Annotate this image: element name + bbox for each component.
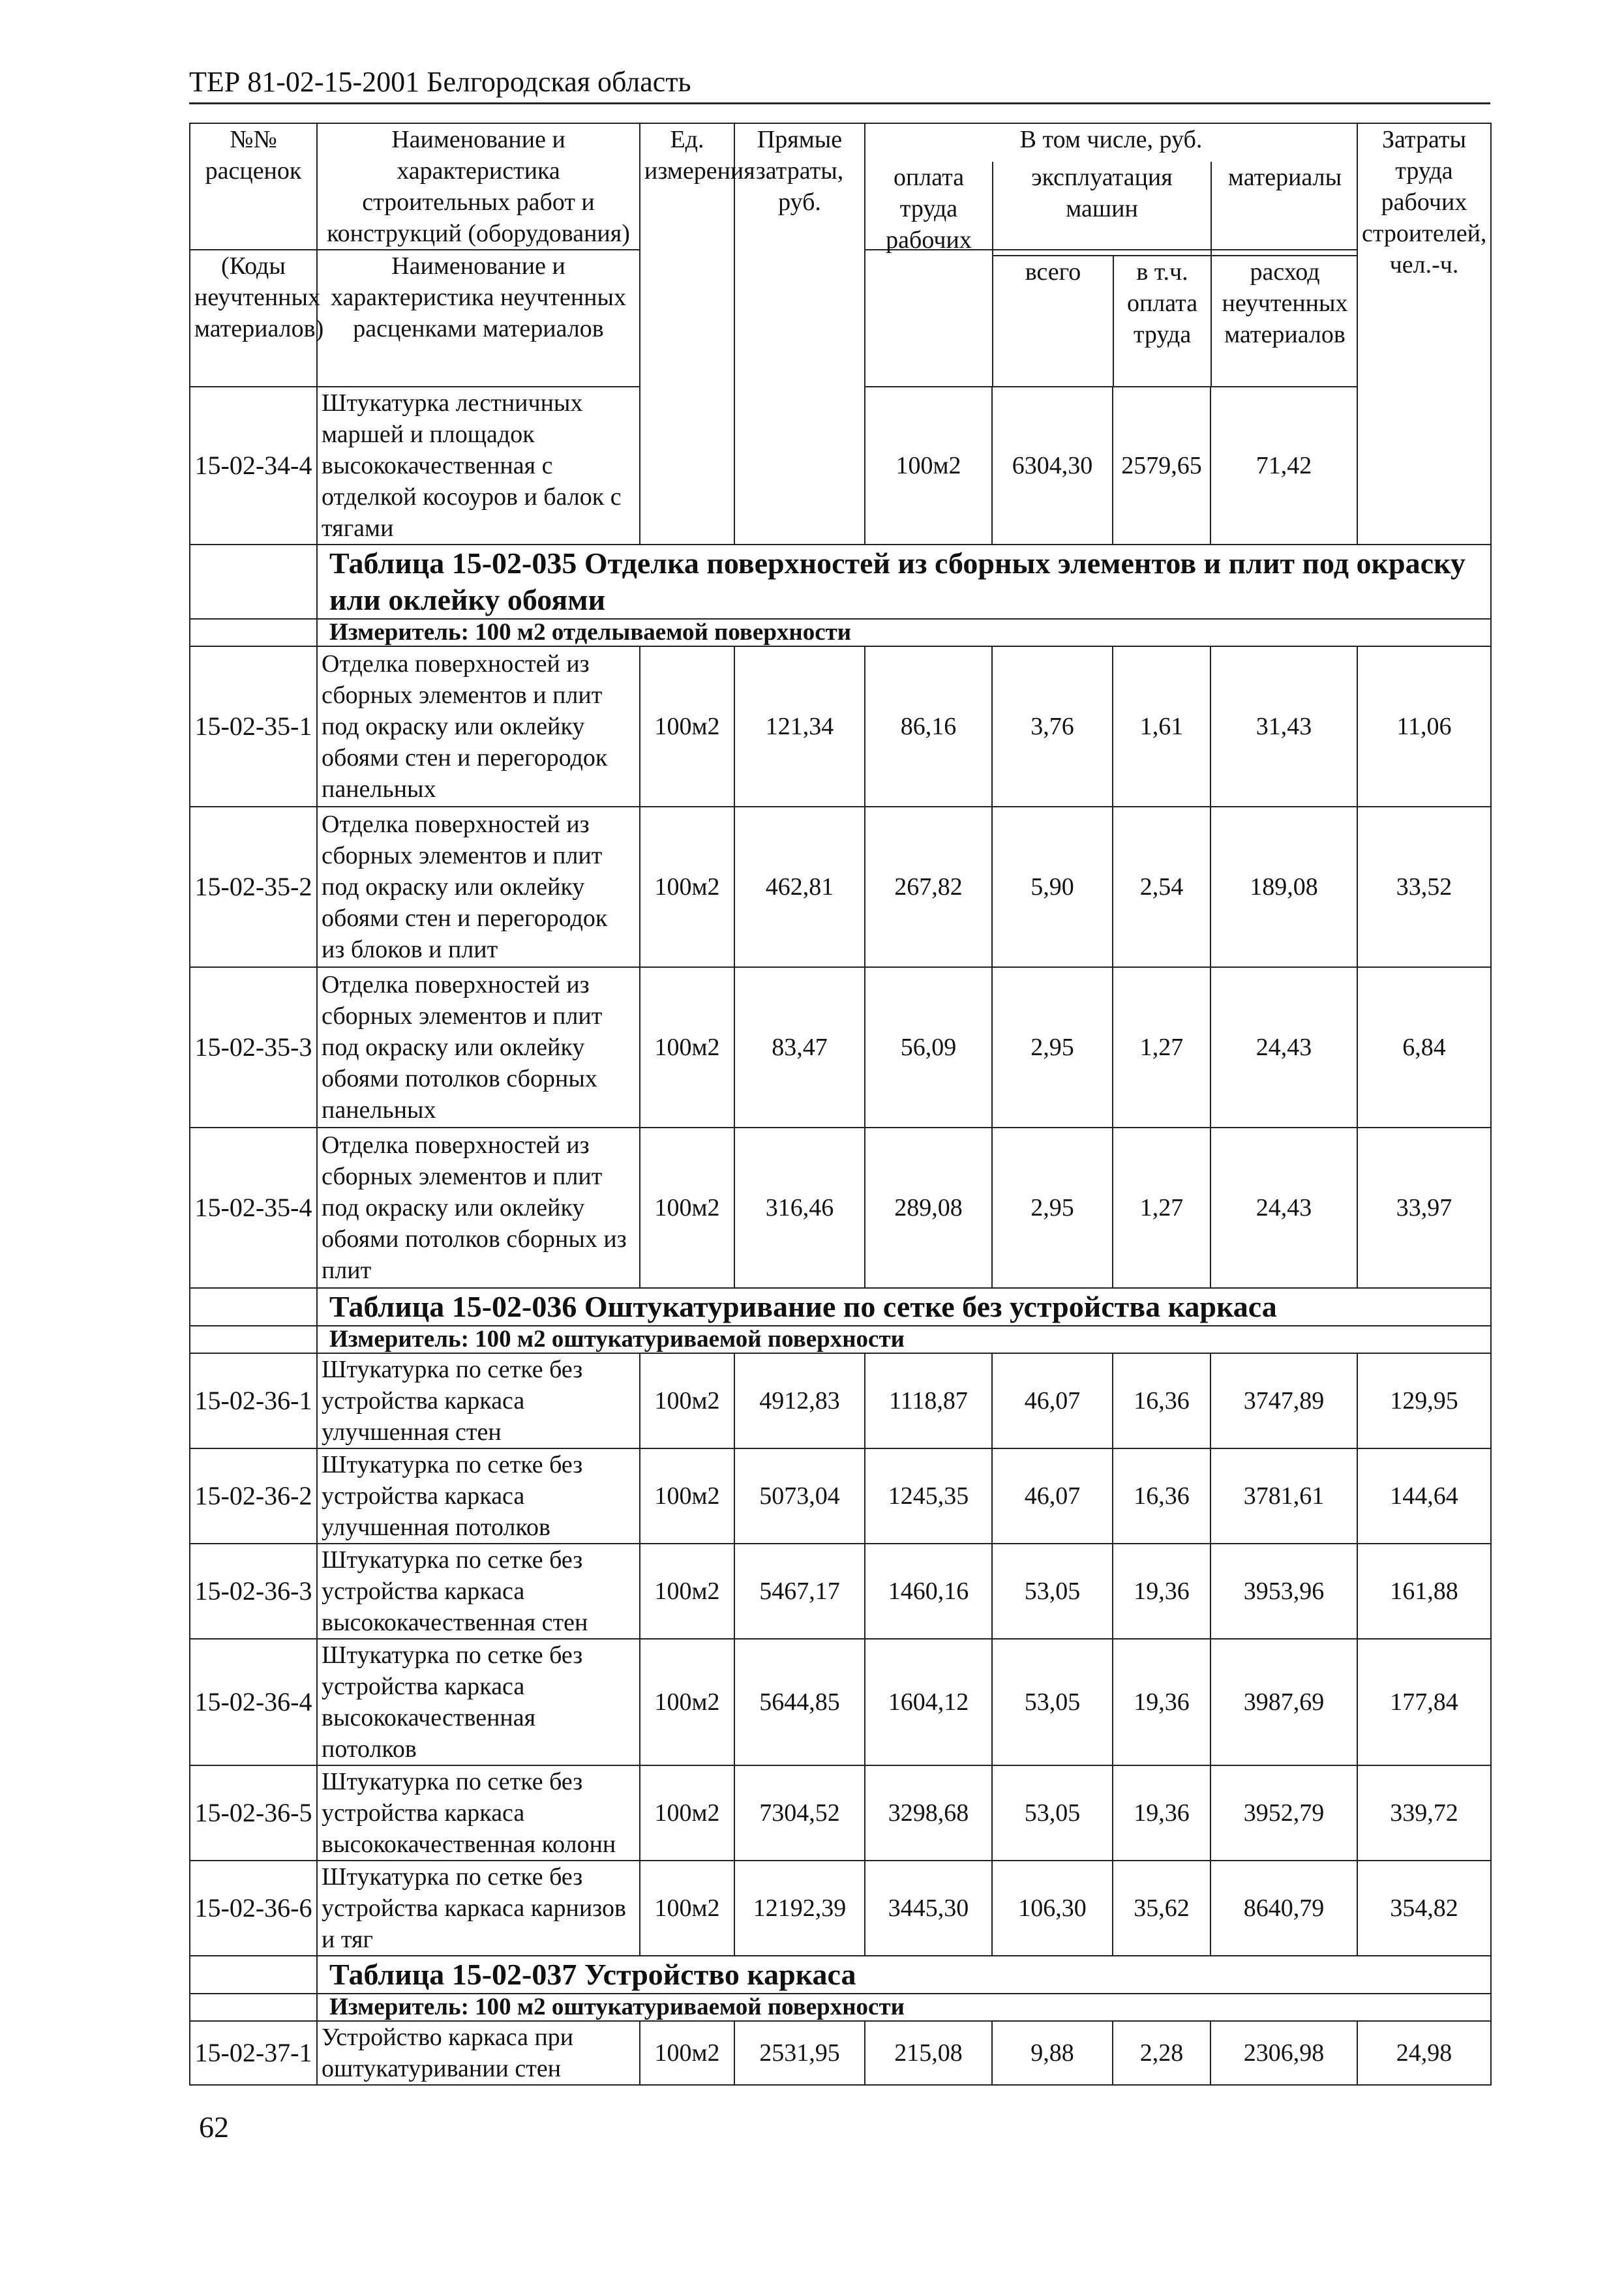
row-name: Отделка поверхностей из сборных элементов и плит под окраску или оклейку обоями потолков сборных из плит [317, 1128, 640, 1288]
row-labor: 11,06 [1357, 646, 1491, 807]
table-row [190, 1544, 1491, 1639]
row-labor: 33,52 [1357, 807, 1491, 967]
empty-cell [190, 1288, 317, 1326]
row-name: Отделка поверхностей из сборных элементов и плит под окраску или оклейку обоями потолков сборных панельных [317, 967, 640, 1128]
col-direct-header: Прямые затраты, руб. [734, 123, 865, 545]
row-direct: 5073,04 [734, 1448, 865, 1544]
row-materials: 31,43 [1210, 646, 1357, 807]
row-unit: 100м2 [640, 1128, 734, 1288]
row-mach-wages: 16,36 [1113, 1353, 1210, 1448]
row-unit: 100м2 [865, 387, 992, 545]
row-unit: 100м2 [640, 967, 734, 1128]
row-wages: 215,08 [865, 2021, 992, 2085]
row-unit: 100м2 [640, 807, 734, 967]
row-direct: 5644,85 [734, 1639, 865, 1765]
row-materials: 3952,79 [1210, 1765, 1357, 1861]
row-unit: 100м2 [640, 1639, 734, 1765]
col-code-header: №№ расценок [190, 123, 317, 250]
col-mat-usage-header: расход неучтенных материалов [1211, 256, 1358, 386]
row-name: Штукатурка по сетке без устройства каркаса высококачественная колонн [317, 1765, 640, 1861]
row-mach-total: 53,05 [992, 1544, 1113, 1639]
header-title: ТЕР 81-02-15-2001 Белгородская область [189, 66, 691, 98]
row-code: 15-02-36-6 [190, 1861, 317, 1956]
row-materials: 3953,96 [1210, 1544, 1357, 1639]
table-row [190, 1639, 1491, 1765]
row-code: 15-02-35-4 [190, 1128, 317, 1288]
row-code: 15-02-35-3 [190, 967, 317, 1128]
row-labor: 144,64 [1357, 1448, 1491, 1544]
row-wages: 267,82 [865, 807, 992, 967]
row-name: Штукатурка по сетке без устройства каркаса карнизов и тяг [317, 1861, 640, 1956]
row-direct: 12192,39 [734, 1861, 865, 1956]
row-mach-total: 2,95 [992, 967, 1113, 1128]
row-code: 15-02-34-4 [190, 387, 317, 545]
empty-cell [190, 545, 317, 619]
section-title-row [190, 545, 1491, 619]
row-mach-wages: 19,36 [1113, 1639, 1210, 1765]
col-incl-header: В том числе, руб. [865, 123, 1357, 250]
row-mach-wages: 1,61 [1113, 646, 1210, 807]
row-unit: 100м2 [640, 1861, 734, 1956]
row-materials: 3987,69 [1210, 1639, 1357, 1765]
row-mach-wages: 1,27 [1113, 1128, 1210, 1288]
row-unit: 100м2 [640, 1765, 734, 1861]
row-materials: 8640,79 [1210, 1861, 1357, 1956]
table-row [190, 1353, 1491, 1448]
row-labor: 6,84 [1357, 967, 1491, 1128]
row-mach-wages: 16,36 [1113, 1448, 1210, 1544]
row-code: 15-02-35-1 [190, 646, 317, 807]
row-mach-wages: 2,28 [1113, 2021, 1210, 2085]
section-title-row [190, 1288, 1491, 1326]
row-name: Штукатурка по сетке без устройства каркаса высококачественная стен [317, 1544, 640, 1639]
row-labor: 129,95 [1357, 1353, 1491, 1448]
col-name2-header: Наименование и характеристика неучтенных расценками материалов [317, 250, 640, 387]
row-code: 15-02-36-2 [190, 1448, 317, 1544]
table-row [190, 967, 1491, 1128]
row-direct: 2531,95 [734, 2021, 865, 2085]
row-labor: 161,88 [1357, 1544, 1491, 1639]
row-mach-total: 53,05 [992, 1639, 1113, 1765]
table-row [190, 1861, 1491, 1956]
col-code2-header: (Коды неучтенных материалов) [190, 250, 317, 387]
section-measure-row [190, 1994, 1491, 2021]
empty-cell [190, 1956, 317, 1994]
row-materials: 24,43 [1210, 1128, 1357, 1288]
col-name-header: Наименование и характеристика строительных работ и конструкций (оборудования) [317, 123, 640, 250]
row-code: 15-02-36-5 [190, 1765, 317, 1861]
row-name: Штукатурка по сетке без устройства каркаса улучшенная стен [317, 1353, 640, 1448]
row-materials: 3781,61 [1210, 1448, 1357, 1544]
row-unit: 100м2 [640, 1544, 734, 1639]
row-name: Отделка поверхностей из сборных элементов и плит под окраску или оклейку обоями стен и перегородок панельных [317, 646, 640, 807]
section-measure: Измеритель: 100 м2 отделываемой поверхности [317, 619, 1491, 646]
row-mach-wages: 19,36 [1113, 1765, 1210, 1861]
row-mach-wages: 19,36 [1113, 1544, 1210, 1639]
row-materials: 2306,98 [1210, 2021, 1357, 2085]
row-mach-total: 2,95 [992, 1128, 1113, 1288]
section-measure-row [190, 1326, 1491, 1353]
col-wages-header: оплата труда рабочих [865, 162, 993, 256]
row-unit: 100м2 [640, 2021, 734, 2085]
row-labor: 354,82 [1357, 1861, 1491, 1956]
section-title: Таблица 15-02-037 Устройство каркаса [317, 1956, 1491, 1994]
row-mach-total: 106,30 [992, 1861, 1113, 1956]
row-name: Штукатурка лестничных маршей и площадок высококачественная с отделкой косоуров и балок с тягами [317, 387, 640, 545]
row-unit: 100м2 [640, 646, 734, 807]
page-number: 62 [199, 2110, 229, 2144]
row-wages: 56,09 [865, 967, 992, 1128]
row-direct: 462,81 [734, 807, 865, 967]
row-code: 15-02-35-2 [190, 807, 317, 967]
row-mach-total: 53,05 [992, 1765, 1113, 1861]
empty-cell [190, 619, 317, 646]
row-wages: 1604,12 [865, 1639, 992, 1765]
table-row [190, 2021, 1491, 2085]
row-name: Отделка поверхностей из сборных элементов и плит под окраску или оклейку обоями стен и перегородок из блоков и плит [317, 807, 640, 967]
row-labor: 339,72 [1357, 1765, 1491, 1861]
row-wages: 86,16 [865, 646, 992, 807]
row-labor: 33,97 [1357, 1128, 1491, 1288]
row-code: 15-02-36-4 [190, 1639, 317, 1765]
table-row [190, 1765, 1491, 1861]
table-row [190, 1128, 1491, 1288]
table-row [190, 646, 1491, 807]
row-mach-total: 71,42 [1210, 387, 1357, 545]
row-wages: 2579,65 [1113, 387, 1210, 545]
empty-cell [190, 1994, 317, 2021]
table-row [190, 1448, 1491, 1544]
page-header [189, 62, 1490, 104]
row-mach-wages: 2,54 [1113, 807, 1210, 967]
row-direct: 4912,83 [734, 1353, 865, 1448]
col-labor-header: Затраты труда рабочих строителей, чел.-ч. [1357, 123, 1491, 545]
row-code: 15-02-36-3 [190, 1544, 317, 1639]
col-sub-headers [865, 164, 1357, 387]
row-materials: 24,43 [1210, 967, 1357, 1128]
row-labor: 177,84 [1357, 1639, 1491, 1765]
section-measure: Измеритель: 100 м2 оштукатуриваемой поверхности [317, 1994, 1491, 2021]
row-direct: 7304,52 [734, 1765, 865, 1861]
row-wages: 1245,35 [865, 1448, 992, 1544]
row-direct: 83,47 [734, 967, 865, 1128]
row-mach-total: 46,07 [992, 1353, 1113, 1448]
table-row [190, 807, 1491, 967]
row-mach-wages: 1,27 [1113, 967, 1210, 1128]
row-code: 15-02-37-1 [190, 2021, 317, 2085]
row-direct: 6304,30 [992, 387, 1113, 545]
section-title: Таблица 15-02-036 Оштукатуривание по сетке без устройства каркаса [317, 1288, 1491, 1326]
row-wages: 3298,68 [865, 1765, 992, 1861]
row-direct: 316,46 [734, 1128, 865, 1288]
row-mach-total: 9,88 [992, 2021, 1113, 2085]
row-direct: 5467,17 [734, 1544, 865, 1639]
rates-table [189, 123, 1492, 2086]
col-mach-total-header: всего [993, 256, 1113, 386]
section-title: Таблица 15-02-035 Отделка поверхностей из сборных элементов и плит под окраску или оклейку обоями [317, 545, 1491, 619]
row-code: 15-02-36-1 [190, 1353, 317, 1448]
row-wages: 3445,30 [865, 1861, 992, 1956]
row-unit: 100м2 [640, 1448, 734, 1544]
section-measure: Измеритель: 100 м2 оштукатуриваемой поверхности [317, 1326, 1491, 1353]
row-labor: 24,98 [1357, 2021, 1491, 2085]
row-name: Штукатурка по сетке без устройства каркаса высококачественная потолков [317, 1639, 640, 1765]
col-mach-wages-header: в т.ч. оплата труда [1113, 256, 1211, 386]
row-wages: 1460,16 [865, 1544, 992, 1639]
empty-cell [190, 1326, 317, 1353]
section-measure-row [190, 619, 1491, 646]
row-wages: 1118,87 [865, 1353, 992, 1448]
row-mach-total: 3,76 [992, 646, 1113, 807]
section-title-row [190, 1956, 1491, 1994]
col-machines-header: эксплуатация машин [993, 162, 1211, 255]
col-unit-header: Ед. измерения [640, 123, 734, 545]
col-materials-header: материалы [1227, 164, 1342, 191]
row-mach-total: 5,90 [992, 807, 1113, 967]
row-direct: 121,34 [734, 646, 865, 807]
row-unit: 100м2 [640, 1353, 734, 1448]
row-mach-total: 46,07 [992, 1448, 1113, 1544]
row-mach-wages: 35,62 [1113, 1861, 1210, 1956]
row-materials: 189,08 [1210, 807, 1357, 967]
row-name: Устройство каркаса при оштукатуривании стен [317, 2021, 640, 2085]
row-materials: 3747,89 [1210, 1353, 1357, 1448]
row-name: Штукатурка по сетке без устройства каркаса улучшенная потолков [317, 1448, 640, 1544]
row-wages: 289,08 [865, 1128, 992, 1288]
